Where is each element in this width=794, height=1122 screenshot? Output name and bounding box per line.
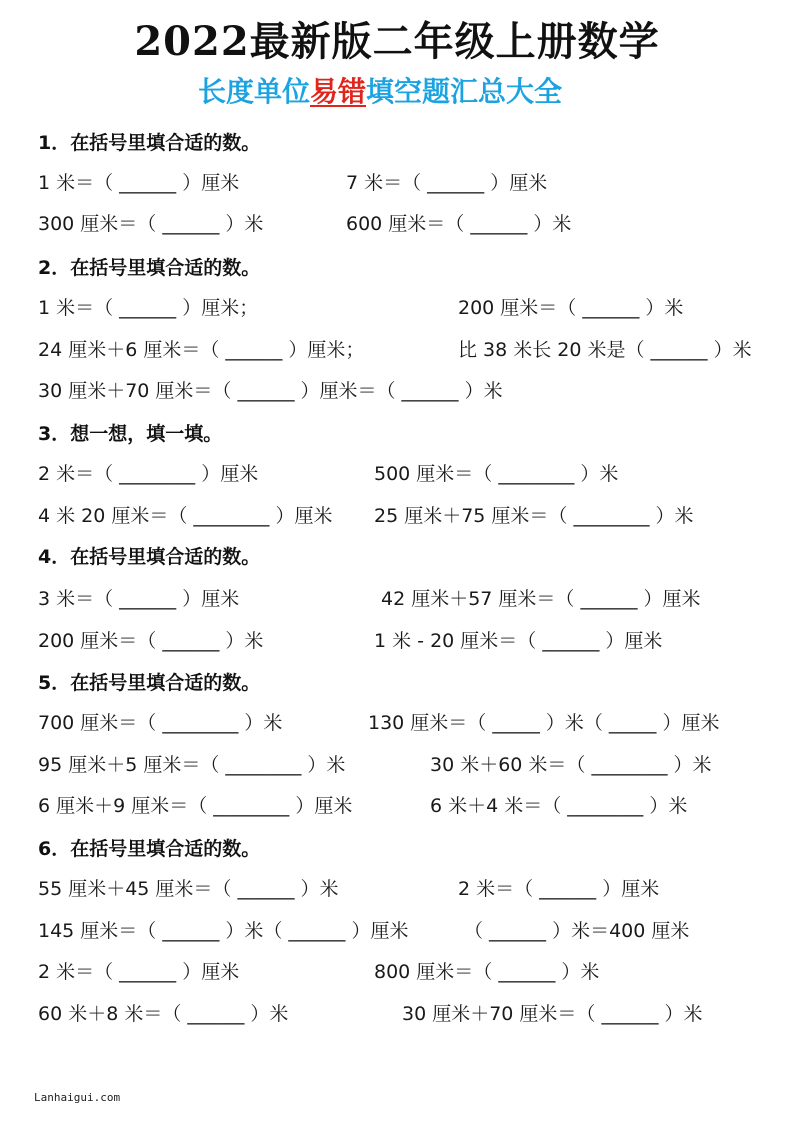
section-6-heading: 6．在括号里填合适的数。 <box>38 838 261 860</box>
question-6-3: 145 厘米＝（ ______ ）米（ ______ ）厘米 <box>38 920 409 942</box>
question-6-6: 800 厘米＝（ ______ ）米 <box>374 961 600 983</box>
section-3-heading: 3．想一想，填一填。 <box>38 423 223 445</box>
question-5-5: 6 厘米＋9 厘米＝（ ________ ）厘米 <box>38 795 353 817</box>
question-1-4: 600 厘米＝（ ______ ）米 <box>346 213 572 235</box>
question-1-2: 7 米＝（ ______ ）厘米 <box>346 172 548 194</box>
question-4-3: 200 厘米＝（ ______ ）米 <box>38 630 264 652</box>
question-3-1: 2 米＝（ ________ ）厘米 <box>38 463 259 485</box>
question-1-3: 300 厘米＝（ ______ ）米 <box>38 213 264 235</box>
question-5-1: 700 厘米＝（ ________ ）米 <box>38 712 283 734</box>
page-subtitle <box>0 74 760 110</box>
footer-watermark: Lanhaigui.com <box>34 1091 121 1104</box>
question-6-5: 2 米＝（ ______ ）厘米 <box>38 961 240 983</box>
subtitle-part-1: 长度单位 <box>197 75 310 108</box>
question-2-4: 比 38 米长 20 米是（ ______ ）米 <box>458 339 752 361</box>
question-5-3: 95 厘米＋5 厘米＝（ ________ ）米 <box>38 754 346 776</box>
section-5-heading: 5．在括号里填合适的数。 <box>38 672 261 694</box>
question-4-1: 3 米＝（ ______ ）厘米 <box>38 588 240 610</box>
question-4-4: 1 米 - 20 厘米＝（ ______ ）厘米 <box>374 630 663 652</box>
page-title: 2022最新版二年级上册数学 <box>134 18 660 65</box>
question-2-1: 1 米＝（ ______ ）厘米； <box>38 297 259 319</box>
subtitle-highlight: 易错 <box>309 75 366 108</box>
question-2-5: 30 厘米＋70 厘米＝（ ______ ）厘米＝（ ______ ）米 <box>38 380 503 402</box>
question-2-2: 200 厘米＝（ ______ ）米 <box>458 297 684 319</box>
question-6-4: （ ______ ）米＝400 厘米 <box>464 920 690 942</box>
question-1-1: 1 米＝（ ______ ）厘米 <box>38 172 240 194</box>
question-6-7: 60 米＋8 米＝（ ______ ）米 <box>38 1003 289 1025</box>
subtitle-part-3: 填空题汇总大全 <box>366 75 563 108</box>
question-5-6: 6 米＋4 米＝（ ________ ）米 <box>430 795 688 817</box>
question-5-2: 130 厘米＝（ _____ ）米（ _____ ）厘米 <box>368 712 720 734</box>
question-4-2: 42 厘米＋57 厘米＝（ ______ ）厘米 <box>381 588 701 610</box>
question-2-3: 24 厘米＋6 厘米＝（ ______ ）厘米； <box>38 339 365 361</box>
question-5-4: 30 米＋60 米＝（ ________ ）米 <box>430 754 712 776</box>
section-4-heading: 4．在括号里填合适的数。 <box>38 546 261 568</box>
question-6-1: 55 厘米＋45 厘米＝（ ______ ）米 <box>38 878 339 900</box>
question-3-2: 500 厘米＝（ ________ ）米 <box>374 463 619 485</box>
question-3-4: 25 厘米＋75 厘米＝（ ________ ）米 <box>374 505 694 527</box>
question-6-8: 30 厘米＋70 厘米＝（ ______ ）米 <box>402 1003 703 1025</box>
question-3-3: 4 米 20 厘米＝（ ________ ）厘米 <box>38 505 333 527</box>
section-2-heading: 2．在括号里填合适的数。 <box>38 257 261 279</box>
section-1-heading: 1．在括号里填合适的数。 <box>38 132 261 154</box>
question-6-2: 2 米＝（ ______ ）厘米 <box>458 878 660 900</box>
